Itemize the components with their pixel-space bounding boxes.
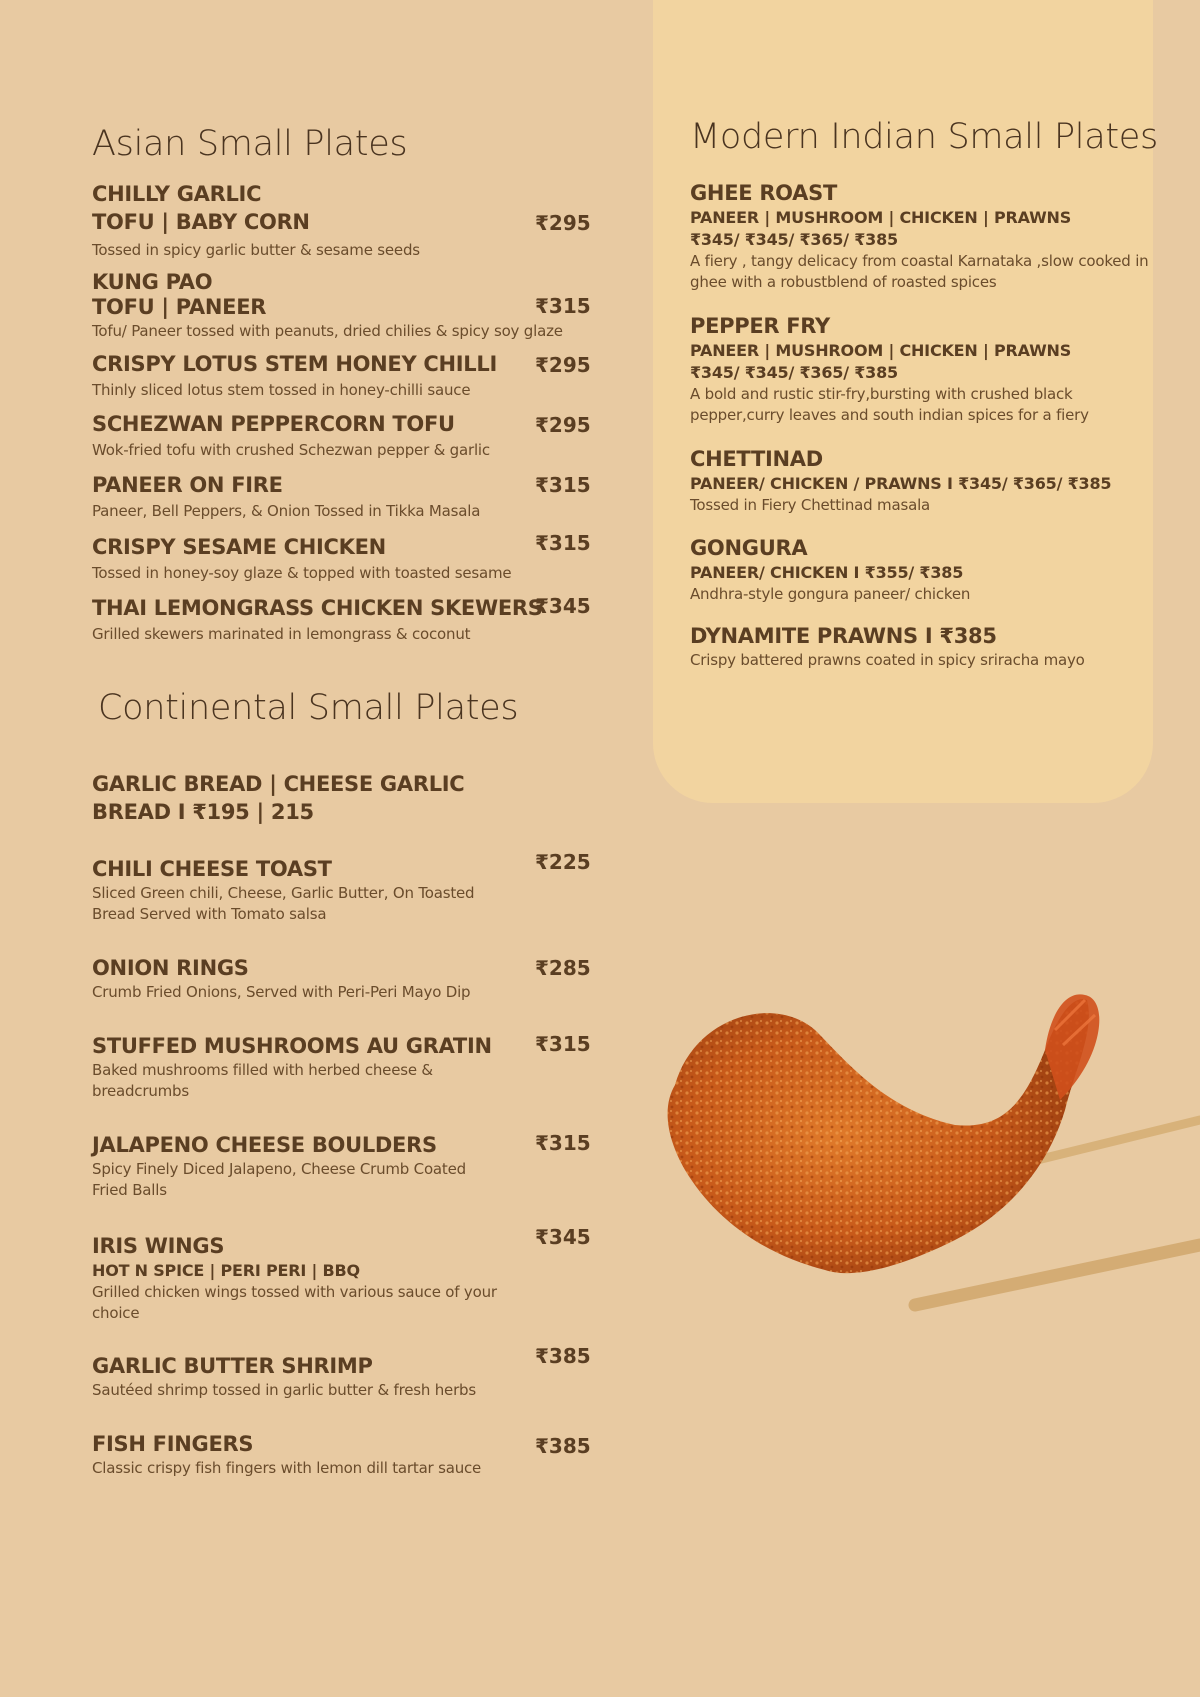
item-price: ₹315 [535,1131,591,1155]
modern-indian-heading: Modern Indian Small Plates [690,117,1158,157]
item-name: GONGURA [690,536,808,560]
item-options: PANEER/ CHICKEN I ₹355/ ₹385 [690,563,964,582]
menu-item [690,622,1160,671]
item-description: Grilled skewers marinated in lemongrass & coconut [92,625,471,643]
menu-item [92,410,592,461]
menu-item [92,954,592,1003]
menu-item [92,268,592,342]
item-description: Paneer, Bell Peppers, & Onion Tossed in Tikka Masala [92,502,481,520]
item-price: ₹345 [535,594,591,618]
item-name-line2: BREAD I ₹195 | 215 [92,800,314,824]
item-name: CRISPY LOTUS STEM HONEY CHILLI [92,352,497,376]
item-price: ₹385 [535,1434,591,1458]
item-price: ₹315 [535,1032,591,1056]
item-prices: ₹345/ ₹345/ ₹365/ ₹385 [690,230,898,249]
item-name: JALAPENO CHEESE BOULDERS [92,1133,437,1157]
menu-item [690,312,1160,426]
menu-item [92,471,592,522]
item-price: ₹295 [535,211,591,235]
item-description: Crispy battered prawns coated in spicy sriracha mayo [690,651,1085,669]
menu-item [92,1430,592,1479]
menu-item [92,1352,592,1401]
item-name: IRIS WINGS [92,1234,225,1258]
item-description-line2: breadcrumbs [92,1082,189,1100]
item-description-line2: pepper,curry leaves and south indian spices for a fiery [690,406,1089,424]
item-description-line2: Bread Served with Tomato salsa [92,905,327,923]
item-description: Crumb Fried Onions, Served with Peri-Peri Mayo Dip [92,983,471,1001]
item-description: Thinly sliced lotus stem tossed in honey-chilli sauce [92,381,471,399]
item-price: ₹285 [535,956,591,980]
item-name-line2: TOFU | PANEER [92,295,267,319]
item-price: ₹295 [535,413,591,437]
item-name: CRISPY SESAME CHICKEN [92,535,386,559]
item-description: Andhra-style gongura paneer/ chicken [690,585,971,603]
item-name: GARLIC BUTTER SHRIMP [92,1354,373,1378]
menu-item [92,1032,592,1102]
item-price: ₹385 [535,1344,591,1368]
asian-heading: Asian Small Plates [92,124,408,164]
item-name: GHEE ROAST [690,181,837,205]
item-name: PEPPER FRY [690,314,830,338]
item-price: ₹345 [535,1225,591,1249]
item-description: A fiery , tangy delicacy from coastal Karnataka ,slow cooked in [690,252,1149,270]
fried-prawn-with-chopsticks-icon [655,990,1200,1360]
item-name: THAI LEMONGRASS CHICKEN SKEWERS [92,596,543,620]
menu-item [92,1131,592,1201]
item-name: DYNAMITE PRAWNS I ₹385 [690,624,997,648]
item-options: PANEER/ CHICKEN / PRAWNS I ₹345/ ₹365/ ₹385 [690,474,1112,493]
item-description-line2: Fried Balls [92,1181,167,1199]
item-description: Tossed in spicy garlic butter & sesame seeds [92,241,420,259]
item-description: Baked mushrooms filled with herbed cheese & [92,1061,433,1079]
item-name: FISH FINGERS [92,1432,254,1456]
item-prices: ₹345/ ₹345/ ₹365/ ₹385 [690,363,898,382]
item-description: Spicy Finely Diced Jalapeno, Cheese Crumb Coated [92,1160,466,1178]
item-name: CHETTINAD [690,447,823,471]
item-price: ₹225 [535,850,591,874]
item-description: Tossed in Fiery Chettinad masala [690,496,931,514]
item-name: STUFFED MUSHROOMS AU GRATIN [92,1034,492,1058]
item-price: ₹315 [535,473,591,497]
menu-item [92,1232,592,1324]
item-description: A bold and rustic stir-fry,bursting with crushed black [690,385,1073,403]
menu-item [92,180,592,261]
item-options: HOT N SPICE | PERI PERI | BBQ [92,1261,360,1280]
item-name: GARLIC BREAD | CHEESE GARLIC [92,772,465,796]
item-description-line2: ghee with a robustblend of roasted spices [690,273,997,291]
menu-item [92,594,592,645]
menu-item [92,770,592,826]
item-description: Sautéed shrimp tossed in garlic butter & fresh herbs [92,1381,476,1399]
item-name: PANEER ON FIRE [92,473,283,497]
item-price: ₹315 [535,531,591,555]
item-description: Classic crispy fish fingers with lemon dill tartar sauce [92,1459,482,1477]
menu-item [690,179,1160,293]
item-description: Tossed in honey-soy glaze & topped with toasted sesame [92,564,512,582]
item-description: Tofu/ Paneer tossed with peanuts, dried chilies & spicy soy glaze [92,322,563,340]
menu-item [92,533,592,584]
item-description-line2: choice [92,1304,140,1322]
menu-item [92,855,592,925]
item-options: PANEER | MUSHROOM | CHICKEN | PRAWNS [690,208,1072,227]
menu-item [690,534,1160,605]
item-name-line2: TOFU | BABY CORN [92,210,310,234]
item-description: Grilled chicken wings tossed with various sauce of your [92,1283,497,1301]
menu-item [690,445,1160,516]
item-name: CHILI CHEESE TOAST [92,857,332,881]
item-price: ₹295 [535,353,591,377]
item-description: Sliced Green chili, Cheese, Garlic Butter, On Toasted [92,884,475,902]
item-name: ONION RINGS [92,956,249,980]
item-name: CHILLY GARLIC [92,182,262,206]
item-price: ₹315 [535,294,591,318]
menu-item [92,350,592,401]
item-name: SCHEZWAN PEPPERCORN TOFU [92,412,455,436]
continental-heading: Continental Small Plates [98,688,519,728]
item-description: Wok-fried tofu with crushed Schezwan pepper & garlic [92,441,490,459]
item-name: KUNG PAO [92,270,213,294]
item-options: PANEER | MUSHROOM | CHICKEN | PRAWNS [690,341,1072,360]
